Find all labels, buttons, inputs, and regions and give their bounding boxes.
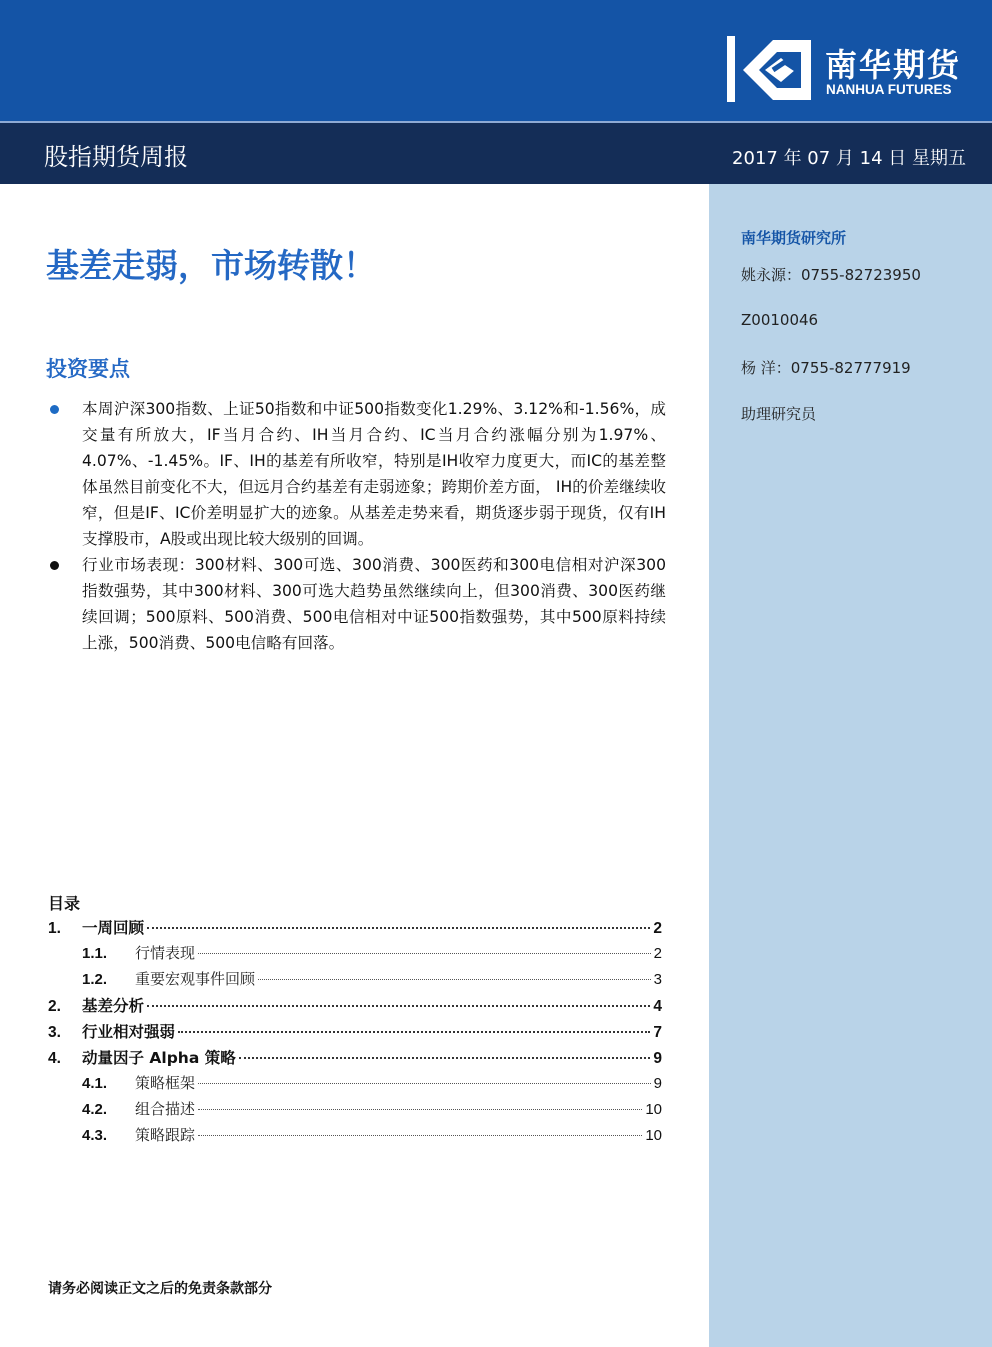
toc-page: 4 <box>653 998 662 1015</box>
toc-title: 策略框架 <box>135 1074 196 1092</box>
toc-title: 行情表现 <box>135 944 196 962</box>
toc-number: 4. <box>48 1050 61 1067</box>
toc-entry[interactable] <box>48 1069 662 1095</box>
toc-leader <box>147 1005 650 1007</box>
toc-title: 一周回顾 <box>82 919 145 937</box>
bullet-text: 本周沪深300指数、上证50指数和中证500指数变化1.29%、3.12%和-1.56%，成交量有所放大，IF当月合约、IH当月合约、IC当月合约涨幅分别为1.97%、4.07%、-1.45%。IF、IH的基差有所收窄，特别是IH收窄力度更大，而IC的基差整体虽然目前变化不大，但远月合约基差有走弱迹象；跨期价差方面， IH的价差继续收窄，但是IF、IC价差明显扩大的迹象。从基差走势来看，期货逐步弱于现货，仅有IH支撑股市，A股或出现比较大级别的回调。 <box>82 400 666 548</box>
toc-title: 行业相对强弱 <box>82 1023 176 1041</box>
toc-number: 4.3. <box>82 1127 108 1144</box>
analyst-role: 助理研究员 <box>741 405 817 423</box>
toc-entry[interactable] <box>48 939 662 965</box>
toc-entry[interactable] <box>48 991 662 1017</box>
brand-name-cn: 南华期货 <box>825 46 962 84</box>
toc-title: 重要宏观事件回顾 <box>135 970 256 988</box>
toc-leader <box>198 1135 642 1136</box>
report-date: 2017 年 07 月 14 日 星期五 <box>732 148 966 169</box>
section-title: 投资要点 <box>46 357 130 381</box>
company-logo <box>727 34 987 110</box>
toc-number: 3. <box>48 1024 61 1041</box>
toc-number: 2. <box>48 998 61 1015</box>
analyst-sidebar <box>709 184 992 1347</box>
toc-number: 1.1. <box>82 945 108 962</box>
toc-number: 1.2. <box>82 971 108 988</box>
toc-leader <box>147 927 650 929</box>
table-of-contents <box>48 913 662 1147</box>
bullet-text: 行业市场表现：300材料、300可选、300消费、300医药和300电信相对沪深300指数强势，其中300材料、300可选大趋势虽然继续向上，但300消费、300医药继续回调；500原料、500消费、500电信相对中证500指数强势，其中500原料持续上涨，500消费、500电信略有回落。 <box>82 556 666 652</box>
toc-leader <box>198 953 651 954</box>
toc-page: 9 <box>653 1050 662 1067</box>
toc-entry[interactable] <box>48 1043 662 1069</box>
toc-page: 2 <box>653 920 662 937</box>
toc-entry[interactable] <box>48 1017 662 1043</box>
toc-leader <box>239 1057 651 1059</box>
toc-leader <box>178 1031 650 1033</box>
list-item <box>44 552 666 656</box>
bullet-icon <box>50 561 59 570</box>
toc-page: 7 <box>653 1024 662 1041</box>
page-title: 基差走弱，市场转散！ <box>46 246 376 285</box>
nanhua-logo-icon <box>727 34 815 106</box>
analyst-contact: 姚永源：0755-82723950 <box>741 266 921 284</box>
disclaimer-note: 请务必阅读正文之后的免责条款部分 <box>48 1281 272 1297</box>
toc-entry[interactable] <box>48 1095 662 1121</box>
toc-page: 2 <box>653 945 662 962</box>
toc-leader <box>198 1109 642 1110</box>
toc-page: 10 <box>645 1101 662 1118</box>
toc-leader <box>258 979 651 980</box>
toc-number: 4.2. <box>82 1101 108 1118</box>
report-title-bar <box>0 121 992 184</box>
toc-title: 组合描述 <box>135 1100 196 1118</box>
key-points <box>44 396 666 656</box>
toc-leader <box>198 1083 651 1084</box>
toc-heading: 目录 <box>48 894 81 913</box>
research-institute: 南华期货研究所 <box>741 229 847 247</box>
toc-page: 3 <box>653 971 662 988</box>
toc-page: 9 <box>653 1075 662 1092</box>
analyst-license: Z0010046 <box>741 311 819 329</box>
list-item <box>44 396 666 552</box>
toc-entry[interactable] <box>48 965 662 991</box>
toc-entry[interactable] <box>48 1121 662 1147</box>
brand-name-en: NANHUA FUTURES <box>826 82 952 97</box>
toc-entry[interactable] <box>48 913 662 939</box>
toc-number: 1. <box>48 920 61 937</box>
toc-page: 10 <box>645 1127 662 1144</box>
toc-number: 4.1. <box>82 1075 108 1092</box>
report-type: 股指期货周报 <box>44 143 188 171</box>
toc-title: 动量因子 Alpha 策略 <box>82 1049 236 1067</box>
analyst-contact: 杨 洋：0755-82777919 <box>741 359 911 377</box>
toc-title: 策略跟踪 <box>135 1126 196 1144</box>
toc-title: 基差分析 <box>82 997 145 1015</box>
header-banner <box>0 0 992 121</box>
bullet-icon <box>50 405 59 414</box>
